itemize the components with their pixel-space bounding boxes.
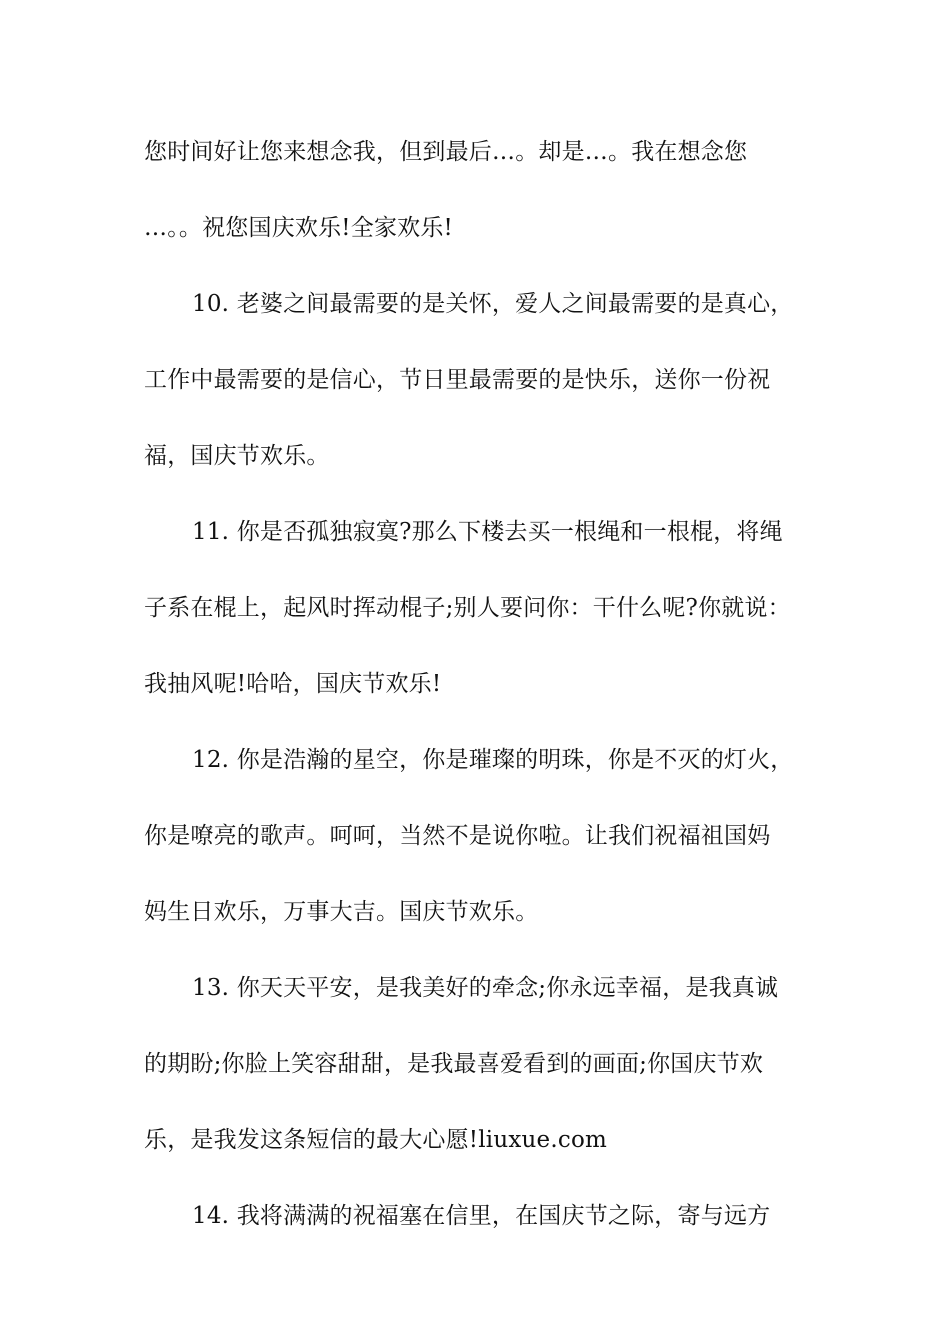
text-line: 你是嘹亮的歌声。呵呵，当然不是说你啦。让我们祝福祖国妈 bbox=[144, 823, 771, 849]
text-line: 的期盼;你脸上笑容甜甜，是我最喜爱看到的画面;你国庆节欢 bbox=[144, 1051, 764, 1077]
text-line: 我抽风呢!哈哈，国庆节欢乐! bbox=[144, 671, 442, 697]
text-line: 妈生日欢乐，万事大吉。国庆节欢乐。 bbox=[144, 899, 539, 925]
text-line: …。。祝您国庆欢乐!全家欢乐! bbox=[144, 215, 453, 241]
paragraph-13-start: 13. 你天天平安，是我美好的牵念;你永远幸福，是我真诚 bbox=[192, 975, 779, 1001]
paragraph-10-start: 10. 老婆之间最需要的是关怀，爱人之间最需要的是真心， bbox=[192, 291, 794, 317]
text-line: 乐，是我发这条短信的最大心愿!liuxue.com bbox=[144, 1127, 608, 1153]
paragraph-11-start: 11. 你是否孤独寂寞?那么下楼去买一根绳和一根棍，将绳 bbox=[192, 519, 783, 545]
paragraph-14-start: 14. 我将满满的祝福塞在信里，在国庆节之际，寄与远方 bbox=[192, 1203, 771, 1229]
text-line: 福，国庆节欢乐。 bbox=[144, 443, 330, 469]
text-line: 您时间好让您来想念我，但到最后…。却是…。我在想念您 bbox=[144, 139, 748, 165]
text-line: 工作中最需要的是信心，节日里最需要的是快乐，送你一份祝 bbox=[144, 367, 771, 393]
paragraph-12-start: 12. 你是浩瀚的星空，你是璀璨的明珠，你是不灭的灯火， bbox=[192, 747, 794, 773]
text-line: 子系在棍上，起风时挥动棍子;别人要问你：干什么呢?你就说： bbox=[144, 595, 791, 621]
